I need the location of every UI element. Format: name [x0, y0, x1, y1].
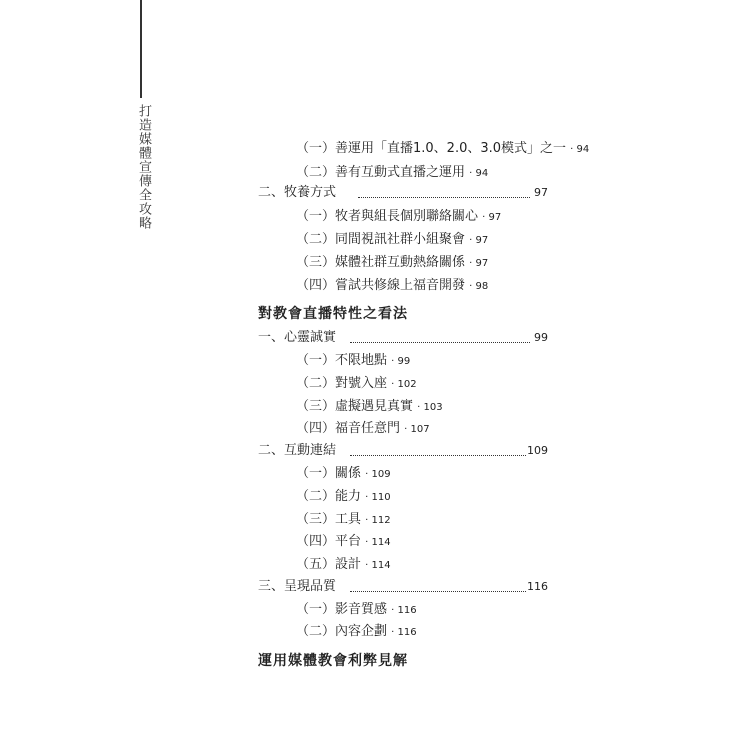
toc-entry-label: （二）內容企劃: [296, 624, 388, 639]
toc-entry[interactable]: [296, 276, 488, 296]
leader-dots: [350, 591, 526, 592]
toc-entry-page: · 112: [365, 515, 391, 526]
toc-entry-label: （三）媒體社群互動熱絡關係: [296, 255, 466, 270]
toc-section-page: 97: [534, 186, 548, 199]
leader-dots: [350, 342, 530, 343]
toc-section[interactable]: [258, 577, 336, 597]
toc-section[interactable]: [258, 183, 336, 203]
toc-entry-page: · 116: [391, 627, 417, 638]
toc-entry-label: （四）平台: [296, 534, 362, 549]
toc-entry[interactable]: [296, 253, 488, 273]
toc-section-label: 二、牧養方式: [258, 185, 337, 200]
toc-entry-label: （一）關係: [296, 466, 362, 481]
toc-entry-page: · 107: [404, 424, 430, 435]
toc-entry-label: （四）嘗試共修線上福音開發: [296, 278, 466, 293]
toc-entry-label: （二）善有互動式直播之運用: [296, 165, 466, 180]
toc-entry[interactable]: [296, 207, 501, 227]
toc-section[interactable]: [258, 441, 336, 461]
toc-section-label: 二、互動連結: [258, 443, 337, 458]
toc-entry-page: · 97: [482, 212, 502, 223]
toc-entry-label: （二）能力: [296, 489, 362, 504]
toc-entry-page: · 110: [365, 492, 391, 503]
leader-dots: [358, 197, 530, 198]
toc-entry-label: （二）同間視訊社群小組聚會: [296, 232, 466, 247]
toc-entry[interactable]: [296, 600, 417, 620]
toc-entry-label: （五）設計: [296, 557, 362, 572]
toc-entry[interactable]: [296, 464, 391, 484]
toc-entry[interactable]: [296, 397, 443, 417]
toc-section-label: 三、呈現品質: [258, 579, 337, 594]
toc-entry-page: · 97: [469, 258, 489, 269]
toc-entry-label: （三）虛擬遇見真實: [296, 399, 414, 414]
toc-entry[interactable]: [296, 555, 391, 575]
toc-entry-page: · 97: [469, 235, 489, 246]
toc-entry[interactable]: [296, 163, 488, 183]
toc-section-page: 116: [527, 580, 548, 593]
spine-rule: [140, 0, 142, 98]
toc-entry-label: （三）工具: [296, 512, 362, 527]
part-heading[interactable]: 運用媒體教會利弊見解: [258, 653, 408, 669]
toc-entry-page: · 116: [391, 605, 417, 616]
toc-entry-label: （四）福音任意門: [296, 421, 401, 436]
leader-dots: [350, 455, 526, 456]
toc-section-page: 99: [534, 331, 548, 344]
toc-entry-label: （二）對號入座: [296, 376, 388, 391]
toc-entry-page: · 102: [391, 379, 417, 390]
toc-entry[interactable]: [296, 622, 417, 642]
toc-entry-page: · 98: [469, 281, 489, 292]
toc-section-page: 109: [527, 444, 548, 457]
toc-entry[interactable]: [296, 351, 410, 371]
toc-entry-label: （一）影音質感: [296, 602, 388, 617]
toc-entry[interactable]: [296, 139, 589, 159]
toc-entry-page: · 114: [365, 537, 391, 548]
toc-entry[interactable]: [296, 487, 391, 507]
toc-entry-page: · 109: [365, 469, 391, 480]
toc-entry-page: · 94: [570, 144, 590, 155]
toc-entry[interactable]: [296, 230, 488, 250]
toc-entry[interactable]: [296, 510, 391, 530]
toc-entry-page: · 94: [469, 168, 489, 179]
toc-entry-page: · 114: [365, 560, 391, 571]
toc-section-label: 一、心靈誠實: [258, 330, 337, 345]
part-heading[interactable]: 對教會直播特性之看法: [258, 306, 408, 322]
toc-entry[interactable]: [296, 419, 430, 439]
toc-entry-label: （一）善運用「直播1.0、2.0、3.0模式」之一: [296, 141, 567, 156]
toc-entry-label: （一）牧者與組長個別聯絡關心: [296, 209, 479, 224]
toc-entry-label: （一）不限地點: [296, 353, 388, 368]
toc-entry-page: · 99: [391, 356, 411, 367]
toc-entry[interactable]: [296, 374, 417, 394]
running-head: 打造媒體宣傳全攻略: [136, 104, 151, 230]
toc-entry[interactable]: [296, 532, 391, 552]
toc-section[interactable]: [258, 328, 336, 348]
toc-entry-page: · 103: [417, 402, 443, 413]
